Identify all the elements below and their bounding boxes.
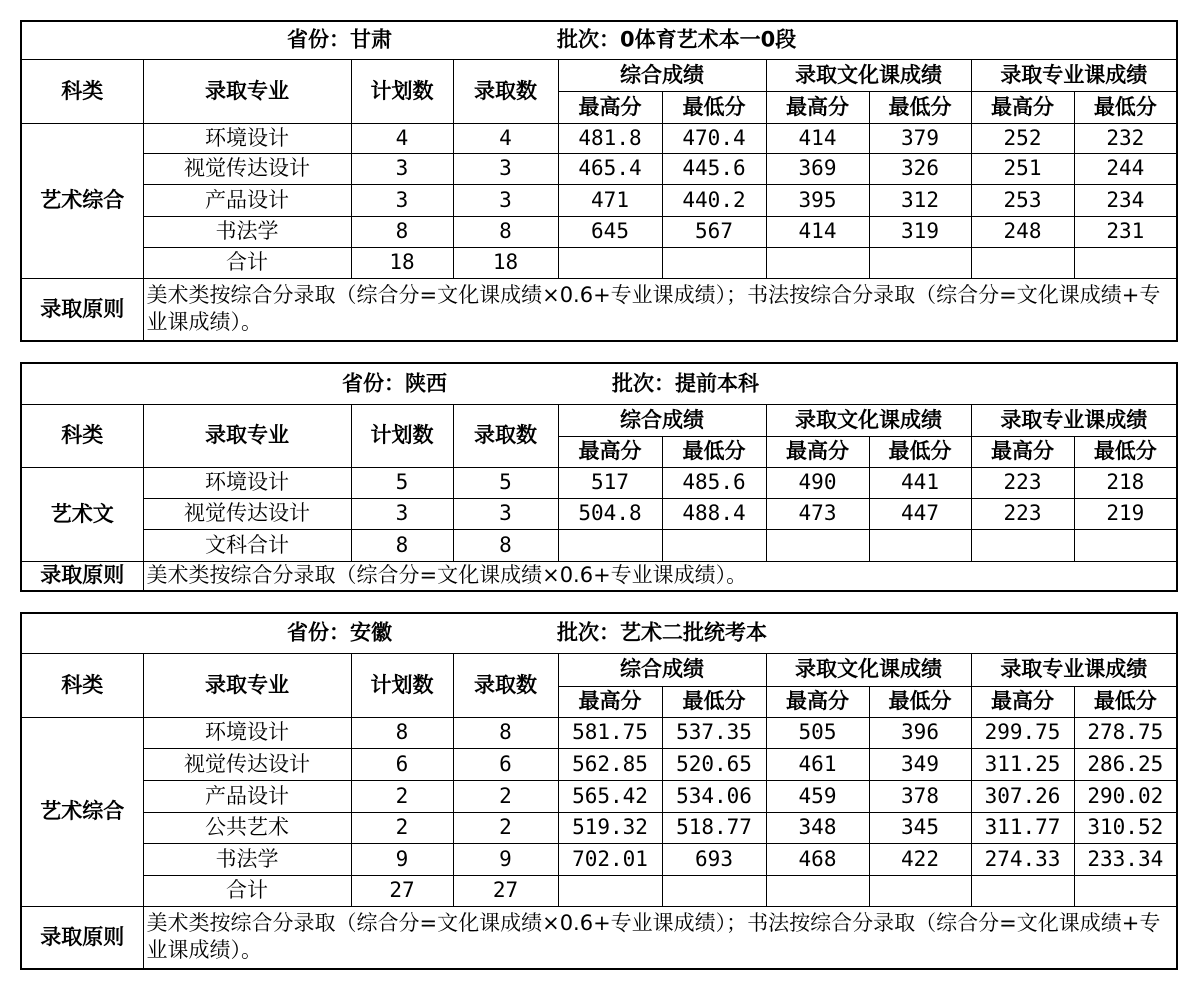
composite-max-cell: 581.75 [558,717,662,748]
category-cell: 艺术文 [21,467,143,561]
composite-max-cell: 519.32 [558,812,662,843]
header-major: 录取专业 [143,653,351,717]
header-culture: 录取文化课成绩 [766,59,971,91]
culture-max-cell: 414 [766,216,869,247]
major-cell: 视觉传达设计 [143,153,351,184]
header-admitted: 录取数 [453,59,558,123]
professional-max-cell: 223 [971,467,1074,498]
header-professional: 录取专业课成绩 [971,404,1177,436]
plan-cell: 5 [351,467,453,498]
major-cell: 视觉传达设计 [143,498,351,529]
composite-max-cell [558,529,662,561]
major-cell: 环境设计 [143,123,351,153]
composite-min-cell: 693 [662,843,766,875]
header-min: 最低分 [662,686,766,717]
composite-min-cell: 488.4 [662,498,766,529]
title-row [21,613,1177,653]
culture-max-cell: 468 [766,843,869,875]
culture-min-cell: 441 [869,467,971,498]
professional-min-cell: 290.02 [1074,780,1177,812]
table-row [21,843,1177,875]
header-admitted: 录取数 [453,404,558,467]
professional-min-cell: 234 [1074,184,1177,216]
table-title [21,363,1177,404]
header-max: 最高分 [971,686,1074,717]
plan-cell: 3 [351,184,453,216]
header-max: 最高分 [766,436,869,467]
header-min: 最低分 [1074,686,1177,717]
composite-max-cell: 562.85 [558,748,662,780]
professional-max-cell: 251 [971,153,1074,184]
culture-max-cell: 459 [766,780,869,812]
plan-cell: 18 [351,247,453,278]
culture-min-cell: 379 [869,123,971,153]
professional-max-cell: 307.26 [971,780,1074,812]
professional-max-cell [971,875,1074,906]
header-min: 最低分 [1074,436,1177,467]
header-plan: 计划数 [351,404,453,467]
plan-cell: 9 [351,843,453,875]
admission-table [20,612,1178,970]
principle-text: 美术类按综合分录取（综合分=文化课成绩×0.6+专业课成绩）；书法按综合分录取（综合分=文化课成绩+专业课成绩）。 [143,906,1177,969]
major-cell: 视觉传达设计 [143,748,351,780]
culture-min-cell: 345 [869,812,971,843]
table-title [21,613,1177,653]
header-category: 科类 [21,653,143,717]
admitted-cell: 3 [453,498,558,529]
plan-cell: 3 [351,153,453,184]
header-max: 最高分 [558,436,662,467]
culture-max-cell: 490 [766,467,869,498]
header-major: 录取专业 [143,59,351,123]
header-row [21,59,1177,91]
culture-min-cell [869,875,971,906]
plan-cell: 3 [351,498,453,529]
admitted-cell: 18 [453,247,558,278]
culture-max-cell: 473 [766,498,869,529]
professional-max-cell: 299.75 [971,717,1074,748]
title-row [21,21,1177,59]
culture-max-cell: 461 [766,748,869,780]
professional-max-cell: 311.77 [971,812,1074,843]
province-label: 省份：安徽 [287,620,392,645]
header-composite: 综合成绩 [558,653,766,686]
major-cell: 环境设计 [143,467,351,498]
header-max: 最高分 [558,686,662,717]
culture-max-cell: 369 [766,153,869,184]
culture-min-cell: 312 [869,184,971,216]
header-row [21,404,1177,436]
table-row [21,153,1177,184]
composite-min-cell [662,247,766,278]
professional-max-cell: 253 [971,184,1074,216]
table-row [21,780,1177,812]
culture-min-cell: 396 [869,717,971,748]
plan-cell: 8 [351,529,453,561]
table-row [21,717,1177,748]
table-row [21,123,1177,153]
composite-min-cell: 440.2 [662,184,766,216]
principle-row [21,561,1177,591]
professional-max-cell: 248 [971,216,1074,247]
table-row [21,184,1177,216]
professional-min-cell: 286.25 [1074,748,1177,780]
professional-max-cell [971,247,1074,278]
professional-min-cell: 233.34 [1074,843,1177,875]
header-professional: 录取专业课成绩 [971,653,1177,686]
header-plan: 计划数 [351,59,453,123]
culture-max-cell: 505 [766,717,869,748]
culture-min-cell [869,247,971,278]
header-composite: 综合成绩 [558,59,766,91]
major-cell: 书法学 [143,216,351,247]
admitted-cell: 2 [453,780,558,812]
header-max: 最高分 [971,436,1074,467]
header-max: 最高分 [766,686,869,717]
header-professional: 录取专业课成绩 [971,59,1177,91]
header-min: 最低分 [869,91,971,123]
table-row [21,498,1177,529]
culture-max-cell [766,529,869,561]
principle-label: 录取原则 [21,906,143,969]
major-cell: 合计 [143,875,351,906]
admitted-cell: 8 [453,529,558,561]
header-min: 最低分 [869,436,971,467]
composite-max-cell: 517 [558,467,662,498]
header-category: 科类 [21,404,143,467]
header-min: 最低分 [869,686,971,717]
professional-min-cell: 278.75 [1074,717,1177,748]
admitted-cell: 4 [453,123,558,153]
province-label: 省份：陕西 [342,371,447,396]
culture-max-cell [766,875,869,906]
principle-row [21,906,1177,969]
composite-min-cell: 470.4 [662,123,766,153]
culture-max-cell: 348 [766,812,869,843]
plan-cell: 2 [351,780,453,812]
header-max: 最高分 [971,91,1074,123]
header-admitted: 录取数 [453,653,558,717]
admission-table [20,20,1178,342]
category-cell: 艺术综合 [21,123,143,278]
admission-table [20,362,1178,592]
culture-min-cell: 447 [869,498,971,529]
culture-min-cell: 319 [869,216,971,247]
professional-min-cell: 231 [1074,216,1177,247]
admitted-cell: 3 [453,153,558,184]
table-row [21,875,1177,906]
table-row [21,748,1177,780]
header-plan: 计划数 [351,653,453,717]
composite-min-cell: 518.77 [662,812,766,843]
professional-max-cell: 223 [971,498,1074,529]
composite-max-cell [558,247,662,278]
culture-max-cell: 414 [766,123,869,153]
major-cell: 合计 [143,247,351,278]
major-cell: 产品设计 [143,184,351,216]
major-cell: 产品设计 [143,780,351,812]
professional-max-cell: 252 [971,123,1074,153]
table-row [21,467,1177,498]
header-min: 最低分 [662,91,766,123]
professional-min-cell: 310.52 [1074,812,1177,843]
culture-max-cell [766,247,869,278]
composite-max-cell: 481.8 [558,123,662,153]
table-row [21,247,1177,278]
professional-min-cell [1074,247,1177,278]
header-row [21,653,1177,686]
culture-min-cell: 349 [869,748,971,780]
plan-cell: 8 [351,216,453,247]
professional-max-cell [971,529,1074,561]
professional-max-cell: 274.33 [971,843,1074,875]
professional-min-cell [1074,875,1177,906]
professional-min-cell [1074,529,1177,561]
culture-max-cell: 395 [766,184,869,216]
plan-cell: 27 [351,875,453,906]
plan-cell: 8 [351,717,453,748]
header-major: 录取专业 [143,404,351,467]
header-max: 最高分 [766,91,869,123]
composite-max-cell: 565.42 [558,780,662,812]
admitted-cell: 8 [453,717,558,748]
professional-min-cell: 232 [1074,123,1177,153]
principle-row [21,278,1177,341]
title-row [21,363,1177,404]
admitted-cell: 8 [453,216,558,247]
professional-min-cell: 244 [1074,153,1177,184]
composite-max-cell: 471 [558,184,662,216]
batch-label: 批次：提前本科 [612,371,759,396]
major-cell: 书法学 [143,843,351,875]
header-min: 最低分 [662,436,766,467]
batch-label: 批次：0体育艺术本一0段 [557,27,797,52]
major-cell: 公共艺术 [143,812,351,843]
composite-min-cell: 520.65 [662,748,766,780]
composite-min-cell: 445.6 [662,153,766,184]
header-culture: 录取文化课成绩 [766,404,971,436]
admitted-cell: 2 [453,812,558,843]
admitted-cell: 9 [453,843,558,875]
composite-max-cell: 504.8 [558,498,662,529]
composite-max-cell: 702.01 [558,843,662,875]
composite-min-cell: 537.35 [662,717,766,748]
plan-cell: 6 [351,748,453,780]
culture-min-cell: 326 [869,153,971,184]
plan-cell: 2 [351,812,453,843]
header-culture: 录取文化课成绩 [766,653,971,686]
header-category: 科类 [21,59,143,123]
culture-min-cell: 378 [869,780,971,812]
header-max: 最高分 [558,91,662,123]
table-title [21,21,1177,59]
table-row [21,216,1177,247]
header-composite: 综合成绩 [558,404,766,436]
major-cell: 环境设计 [143,717,351,748]
admitted-cell: 6 [453,748,558,780]
composite-max-cell: 645 [558,216,662,247]
professional-min-cell: 219 [1074,498,1177,529]
composite-max-cell [558,875,662,906]
major-cell: 文科合计 [143,529,351,561]
admitted-cell: 5 [453,467,558,498]
principle-label: 录取原则 [21,561,143,591]
principle-label: 录取原则 [21,278,143,341]
professional-max-cell: 311.25 [971,748,1074,780]
composite-min-cell: 534.06 [662,780,766,812]
admitted-cell: 27 [453,875,558,906]
admitted-cell: 3 [453,184,558,216]
composite-min-cell [662,529,766,561]
principle-text: 美术类按综合分录取（综合分=文化课成绩×0.6+专业课成绩）。 [143,561,1177,591]
batch-label: 批次：艺术二批统考本 [557,620,767,645]
culture-min-cell [869,529,971,561]
culture-min-cell: 422 [869,843,971,875]
composite-min-cell: 485.6 [662,467,766,498]
composite-min-cell [662,875,766,906]
composite-min-cell: 567 [662,216,766,247]
category-cell: 艺术综合 [21,717,143,906]
composite-max-cell: 465.4 [558,153,662,184]
table-row [21,812,1177,843]
table-row [21,529,1177,561]
plan-cell: 4 [351,123,453,153]
professional-min-cell: 218 [1074,467,1177,498]
header-min: 最低分 [1074,91,1177,123]
province-label: 省份：甘肃 [287,27,392,52]
principle-text: 美术类按综合分录取（综合分=文化课成绩×0.6+专业课成绩）；书法按综合分录取（综合分=文化课成绩+专业课成绩）。 [143,278,1177,341]
